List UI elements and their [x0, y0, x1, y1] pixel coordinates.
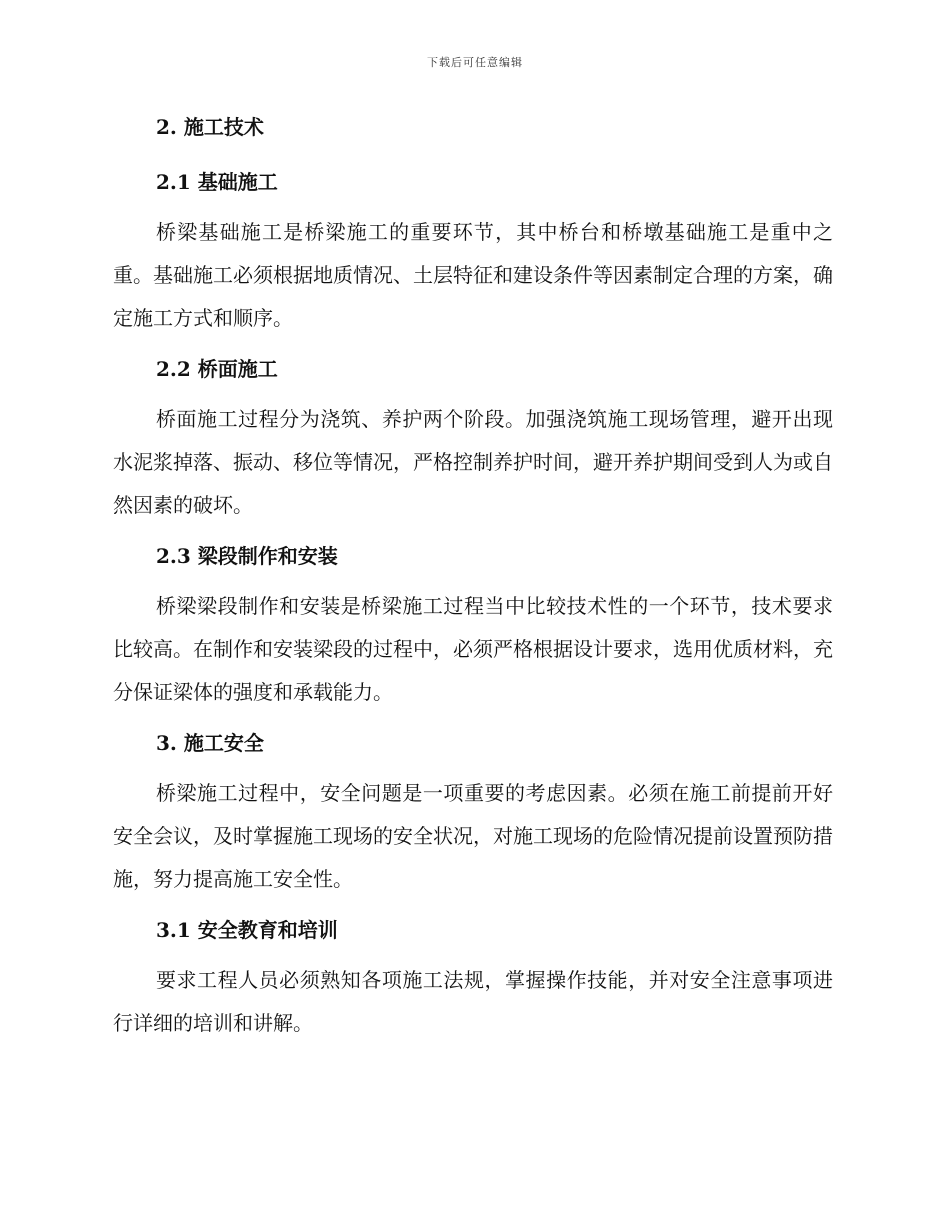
- section-heading-foundation-construction: 2.1 基础施工: [156, 170, 278, 194]
- paragraph-girder-fabrication: 桥梁梁段制作和安装是桥梁施工过程当中比较技术性的一个环节，技术要求比较高。在制作和安装梁段的过程中，必须严格根据设计要求，选用优质材料，充分保证梁体的强度和承载能力。: [113, 594, 833, 704]
- section-heading-construction-technology: 2. 施工技术: [156, 115, 264, 139]
- document-body: [113, 108, 833, 1045]
- paragraph-foundation-construction: 桥梁基础施工是桥梁施工的重要环节，其中桥台和桥墩基础施工是重中之重。基础施工必须根据地质情况、土层特征和建设条件等因素制定合理的方案，确定施工方式和顺序。: [113, 220, 833, 330]
- section-heading-construction-safety: 3. 施工安全: [156, 731, 264, 755]
- paragraph-safety-training: 要求工程人员必须熟知各项施工法规，掌握操作技能，并对安全注意事项进行详细的培训和讲解。: [113, 968, 833, 1035]
- section-heading-deck-construction: 2.2 桥面施工: [156, 357, 278, 381]
- section-heading-safety-training: 3.1 安全教育和培训: [156, 918, 338, 942]
- section-heading-girder-fabrication: 2.3 梁段制作和安装: [156, 544, 338, 568]
- paragraph-deck-construction: 桥面施工过程分为浇筑、养护两个阶段。加强浇筑施工现场管理，避开出现水泥浆掉落、振动、移位等情况，严格控制养护时间，避开养护期间受到人为或自然因素的破坏。: [113, 407, 833, 517]
- paragraph-construction-safety: 桥梁施工过程中，安全问题是一项重要的考虑因素。必须在施工前提前开好安全会议，及时掌握施工现场的安全状况，对施工现场的危险情况提前设置预防措施，努力提高施工安全性。: [113, 781, 833, 891]
- page-header-note: 下载后可任意编辑: [427, 56, 523, 69]
